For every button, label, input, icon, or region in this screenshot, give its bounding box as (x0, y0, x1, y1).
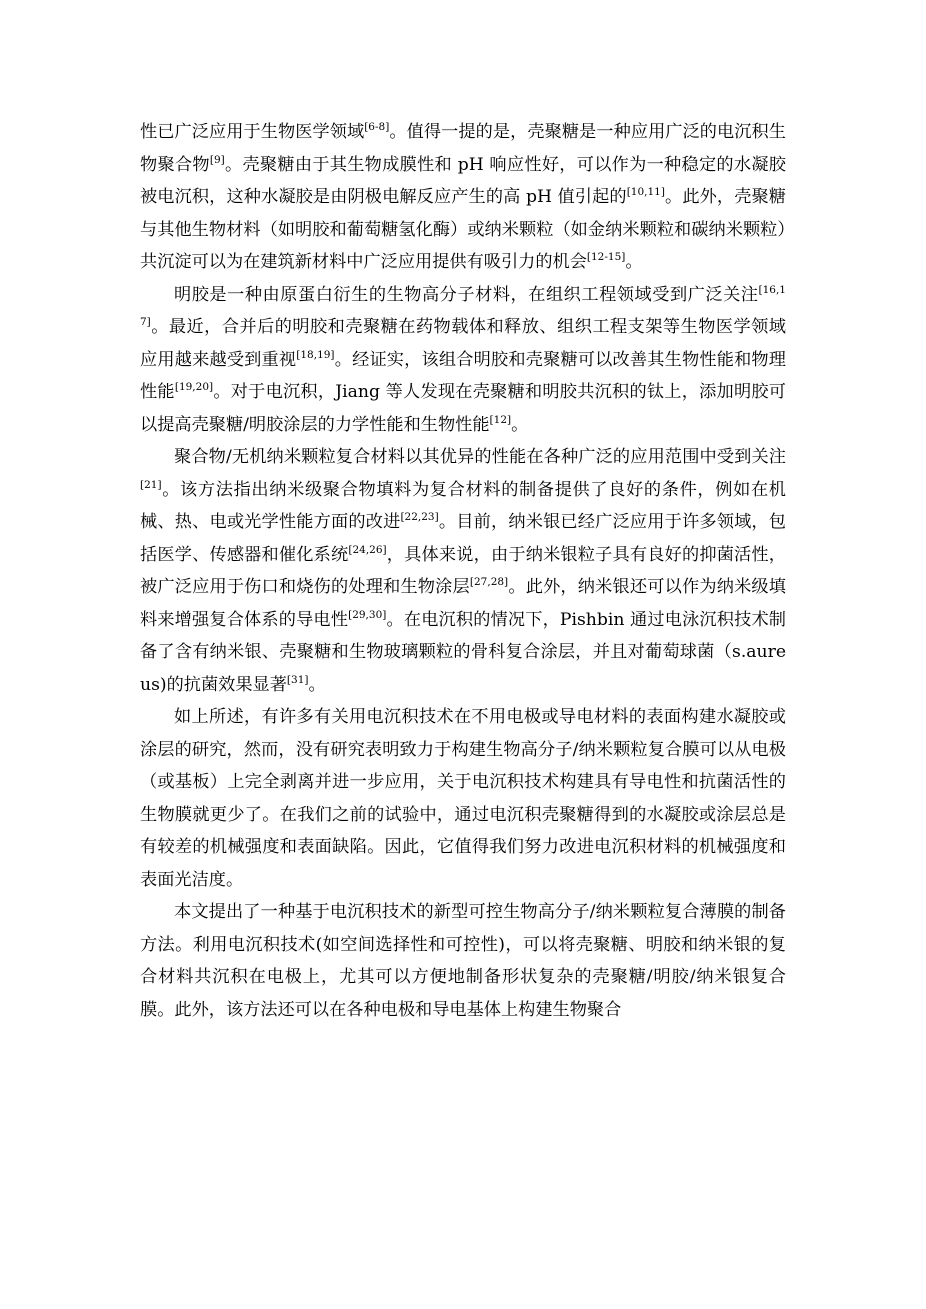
citation-ref: [16,17] (140, 283, 786, 328)
paragraph-text: 如上所述，有许多有关用电沉积技术在不用电极或导电材料的表面构建水凝胶或涂层的研究，然而，没有研究表明致力于构建生物高分子/纳米颗粒复合膜可以从电极（或基板）上完全剥离并进一步应用，关于电沉积技术构建具有导电性和抗菌活性的生物膜就更少了。在我们之前的试验中，通过电沉积壳聚糖得到的水凝胶或涂层总是有较差的机械强度和表面缺陷。因此，它值得我们努力改进电沉积材料的机械强度和表面光洁度。 (140, 707, 786, 890)
paragraph-text: 性已广泛应用于生物医学领域 (140, 122, 365, 142)
paragraph (140, 279, 786, 442)
paragraph-text: 。目前，纳米银已经广泛应用于许多领域，包括医学、传感器和催化系统 (140, 512, 786, 565)
paragraph-text: 。最近，合并后的明胶和壳聚糖在药物载体和释放、组织工程支架等生物医学领域应用越来越受到重视 (140, 317, 786, 370)
paragraph-text: 。在电沉积的情况下，Pishbin 通过电泳沉积技术制备了含有纳米银、壳聚糖和生物玻璃颗粒的骨科复合涂层，并且对葡萄球菌（s.aureus)的抗菌效果显著 (140, 609, 786, 695)
paragraph-text: 明胶是一种由原蛋白衍生的生物高分子材料，在组织工程领域受到广泛关注 (174, 284, 759, 305)
citation-ref: [12-15] (586, 251, 626, 263)
paragraph-text: 。 (625, 252, 643, 272)
paragraph (140, 896, 786, 1026)
citation-ref: [29,30] (348, 608, 387, 621)
paragraph (140, 116, 786, 279)
paragraph (140, 701, 786, 896)
paragraph-text: 。此外，纳米银还可以作为纳米级填料来增强复合体系的导电性 (140, 577, 786, 630)
citation-ref: [27,28] (469, 576, 509, 588)
paragraph-text: 。该方法指出纳米级聚合物填料为复合材料的制备提供了良好的条件，例如在机械、热、电或光学性能方面的改进 (140, 479, 786, 532)
citation-ref: [12] (489, 413, 512, 426)
paragraph-text: 。 (511, 414, 529, 435)
paragraph-text: 。对于电沉积，Jiang 等人发现在壳聚糖和明胶共沉积的钛上，添加明胶可以提高壳聚糖/明胶涂层的力学性能和生物性能 (140, 382, 786, 435)
paragraph-text: 。值得一提的是，壳聚糖是一种应用广泛的电沉积生物聚合物 (140, 122, 786, 175)
citation-ref: [18,19] (296, 348, 335, 361)
paragraph-text: 聚合物/无机纳米颗粒复合材料以其优异的性能在各种广泛的应用范围中受到关注 (174, 447, 786, 467)
citation-ref: [10,11] (626, 186, 665, 198)
paragraph-text: 。此外，壳聚糖与其他生物材料（如明胶和葡萄糖氢化酶）或纳米颗粒（如金纳米颗粒和碳纳米颗粒）共沉淀可以为在建筑新材料中广泛应用提供有吸引力的机会 (140, 187, 786, 272)
citation-ref: [6-8] (364, 121, 390, 133)
citation-ref: [24,26] (348, 543, 387, 556)
paragraph-text: 。壳聚糖由于其生物成膜性和 pH 响应性好，可以作为一种稳定的水凝胶被电沉积，这种水凝胶是由阴极电解反应产生的高 pH 值引起的 (140, 154, 786, 207)
paragraph-text: ，具体来说，由于纳米银粒子具有良好的抑菌活性，被广泛应用于伤口和烧伤的处理和生物涂层 (140, 544, 786, 597)
citation-ref: [19,20] (174, 381, 214, 393)
citation-ref: [31] (286, 673, 309, 686)
paragraph (140, 441, 786, 701)
paragraph-text: 。经证实，该组合明胶和壳聚糖可以改善其生物性能和物理性能 (140, 349, 786, 402)
citation-ref: [9] (209, 153, 225, 166)
citation-ref: [22,23] (400, 511, 439, 523)
citation-ref: [21] (140, 478, 162, 491)
paragraph-text: 。 (308, 674, 326, 695)
paragraph-text: 本文提出了一种基于电沉积技术的新型可控生物高分子/纳米颗粒复合薄膜的制备方法。利用电沉积技术(如空间选择性和可控性)，可以将壳聚糖、明胶和纳米银的复合材料共沉积在电极上，尤其可以方便地制备形状复杂的壳聚糖/明胶/纳米银复合膜。此外，该方法还可以在各种电极和导电基体上构建生物聚合 (140, 902, 786, 1020)
body-text (140, 116, 786, 1026)
